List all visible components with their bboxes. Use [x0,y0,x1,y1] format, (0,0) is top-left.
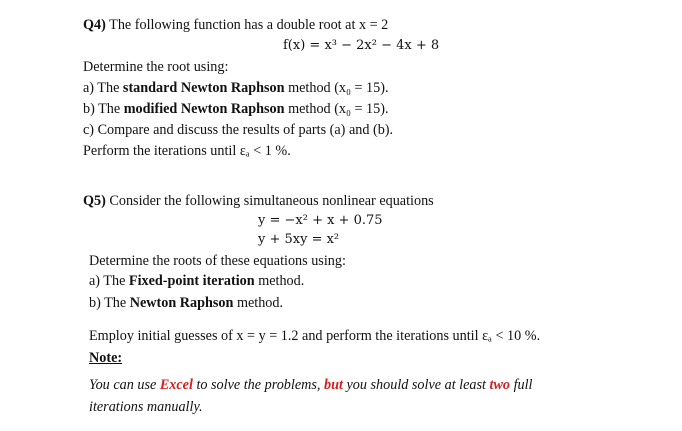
note-excel: Excel [159,377,193,393]
q4-part-b-method: modified Newton Raphson [123,101,285,117]
q4-part-c: c) Compare and discuss the results of parts (a) and (b). [83,122,394,138]
q5-part-a-suffix: method. [254,273,305,289]
q4-equation: f(x) = x³ − 2x² − 4x + 8 [283,38,440,53]
q5-part-b-suffix: method. [233,295,284,311]
note-text-2: to solve the problems, [192,377,324,393]
q4-label: Q4) [83,17,106,33]
q4-part-a-method: standard Newton Raphson [122,80,285,96]
q4-intro-line [83,16,388,34]
q5-part-a [89,272,304,290]
q5-part-b-prefix: b) The [89,295,130,311]
q4-part-a-suffix: method (x₀ = 15). [284,80,389,96]
q5-intro-line [83,192,434,210]
q4-perform: Perform the iterations until εₐ < 1 %. [83,143,291,159]
q5-part-b [89,294,283,312]
q4-part-b-prefix: b) The [83,101,124,117]
note-text-1: You can use [89,377,160,393]
q4-intro: The following function has a double root at x = 2 [109,17,389,33]
q5-label: Q5) [83,193,106,209]
note-text-3: you should solve at least [342,377,490,393]
note-text-4: full [510,377,533,393]
q5-equation-2: y + 5xy = x² [258,232,340,247]
q5-part-a-prefix: a) The [89,273,129,289]
q5-employ: Employ initial guesses of x = y = 1.2 and perform the iterations until εₐ < 10 %. [89,328,541,344]
q5-equation-1: y = −x² + x + 0.75 [258,213,383,228]
note-two: two [489,377,511,393]
q4-part-a-prefix: a) The [83,80,123,96]
note-line-2: iterations manually. [89,399,203,415]
note-title: Note: [89,350,123,366]
q5-part-b-method: Newton Raphson [129,295,234,311]
q4-part-a [83,79,389,97]
q4-part-b-suffix: method (x₀ = 15). [284,101,389,117]
q5-part-a-method: Fixed-point iteration [128,273,255,289]
note-but: but [324,377,343,393]
note-line-1 [89,376,533,394]
q5-intro: Consider the following simultaneous nonlinear equations [109,193,434,209]
q5-determine: Determine the roots of these equations using: [89,253,346,269]
q4-determine: Determine the root using: [83,59,229,75]
q4-part-b [83,100,389,118]
